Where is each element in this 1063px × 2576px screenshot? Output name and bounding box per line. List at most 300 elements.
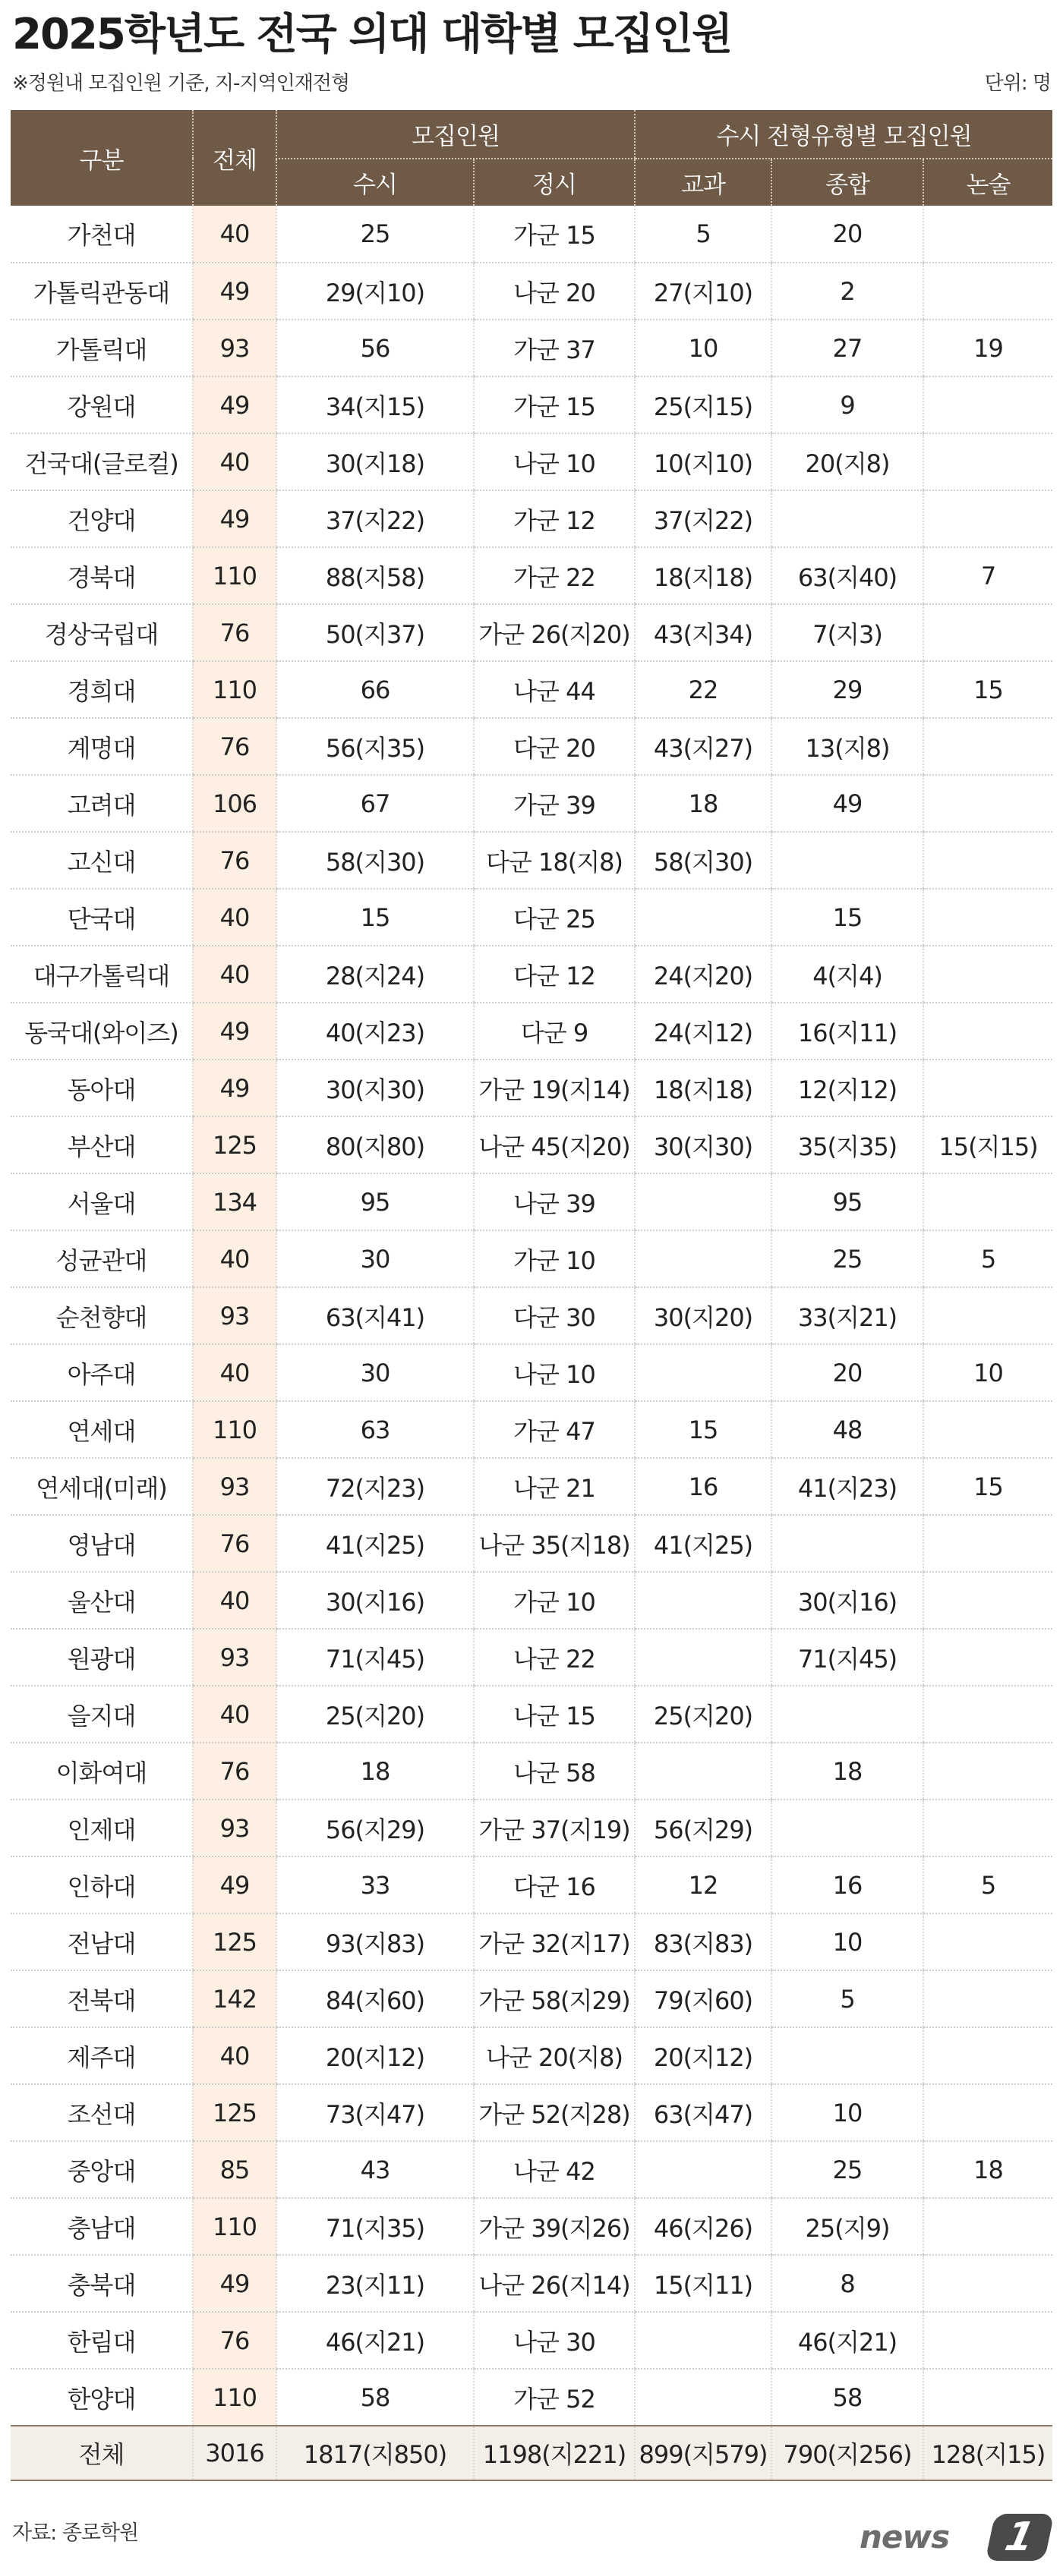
table-row xyxy=(11,718,1052,775)
cell-susi: 95 xyxy=(276,1173,474,1230)
cell-jeongsi: 나군 10 xyxy=(474,433,635,490)
cell-jeongsi: 나군 20 xyxy=(474,263,635,320)
cell-susi: 84(지60) xyxy=(276,1970,474,2027)
cell-total: 40 xyxy=(193,206,276,263)
cell-name: 충남대 xyxy=(11,2198,193,2255)
cell-jonghap: 16(지11) xyxy=(771,1003,923,1060)
cell-nonsul xyxy=(923,832,1052,889)
cell-total: 142 xyxy=(193,1970,276,2027)
cell-jonghap: 48 xyxy=(771,1401,923,1458)
cell-susi: 56 xyxy=(276,320,474,376)
cell-total: 40 xyxy=(193,1686,276,1743)
header-group: 구분 xyxy=(11,110,193,206)
cell-nonsul: 18 xyxy=(923,2141,1052,2198)
cell-total: 49 xyxy=(193,2255,276,2312)
cell-jonghap: 41(지23) xyxy=(771,1458,923,1515)
cell-jeongsi: 가군 32(지17) xyxy=(474,1913,635,1970)
cell-nonsul xyxy=(923,1401,1052,1458)
sum-gyogwa: 899(지579) xyxy=(635,2426,771,2480)
cell-nonsul: 7 xyxy=(923,547,1052,604)
cell-jonghap: 7(지3) xyxy=(771,604,923,661)
cell-total: 40 xyxy=(193,433,276,490)
cell-jonghap xyxy=(771,490,923,547)
table-row xyxy=(11,320,1052,376)
cell-susi: 46(지21) xyxy=(276,2312,474,2369)
table-row xyxy=(11,2084,1052,2141)
table-row xyxy=(11,1800,1052,1856)
cell-total: 85 xyxy=(193,2141,276,2198)
table-row xyxy=(11,1629,1052,1686)
cell-jeongsi: 나군 21 xyxy=(474,1458,635,1515)
cell-jeongsi: 나군 58 xyxy=(474,1743,635,1800)
logo-mark-text: 1 xyxy=(1001,2515,1039,2560)
cell-total: 110 xyxy=(193,661,276,718)
cell-jeongsi: 가군 37(지19) xyxy=(474,1800,635,1856)
cell-nonsul xyxy=(923,1629,1052,1686)
cell-gyogwa: 5 xyxy=(635,206,771,263)
cell-total: 76 xyxy=(193,2312,276,2369)
cell-susi: 58(지30) xyxy=(276,832,474,889)
table-row xyxy=(11,433,1052,490)
cell-total: 93 xyxy=(193,1629,276,1686)
cell-jeongsi: 가군 52 xyxy=(474,2369,635,2426)
cell-nonsul xyxy=(923,1173,1052,1230)
cell-total: 76 xyxy=(193,718,276,775)
cell-gyogwa xyxy=(635,2369,771,2426)
cell-name: 서울대 xyxy=(11,1173,193,1230)
cell-total: 110 xyxy=(193,1401,276,1458)
cell-jeongsi: 다군 18(지8) xyxy=(474,832,635,889)
cell-jeongsi: 가군 47 xyxy=(474,1401,635,1458)
cell-gyogwa: 46(지26) xyxy=(635,2198,771,2255)
cell-jeongsi: 가군 15 xyxy=(474,206,635,263)
cell-gyogwa xyxy=(635,2141,771,2198)
header-jeongsi: 정시 xyxy=(474,159,635,206)
cell-jeongsi: 가군 52(지28) xyxy=(474,2084,635,2141)
cell-jonghap: 25(지9) xyxy=(771,2198,923,2255)
cell-susi: 30(지30) xyxy=(276,1060,474,1116)
cell-name: 동아대 xyxy=(11,1060,193,1116)
cell-name: 한양대 xyxy=(11,2369,193,2426)
cell-jonghap: 12(지12) xyxy=(771,1060,923,1116)
cell-gyogwa: 83(지83) xyxy=(635,1913,771,1970)
cell-jonghap: 30(지16) xyxy=(771,1572,923,1629)
cell-jeongsi: 가군 10 xyxy=(474,1230,635,1287)
cell-name: 경상국립대 xyxy=(11,604,193,661)
cell-total: 40 xyxy=(193,946,276,1003)
cell-gyogwa: 43(지27) xyxy=(635,718,771,775)
cell-susi: 20(지12) xyxy=(276,2027,474,2084)
cell-jonghap xyxy=(771,2027,923,2084)
cell-susi: 18 xyxy=(276,1743,474,1800)
cell-nonsul xyxy=(923,490,1052,547)
table-row xyxy=(11,1572,1052,1629)
cell-total: 49 xyxy=(193,490,276,547)
cell-gyogwa xyxy=(635,1344,771,1401)
cell-name: 가톨릭관동대 xyxy=(11,263,193,320)
cell-susi: 33 xyxy=(276,1856,474,1913)
table-row xyxy=(11,1970,1052,2027)
cell-name: 아주대 xyxy=(11,1344,193,1401)
cell-total: 93 xyxy=(193,1458,276,1515)
cell-total: 40 xyxy=(193,1344,276,1401)
cell-jonghap: 20 xyxy=(771,206,923,263)
cell-name: 이화여대 xyxy=(11,1743,193,1800)
table-header xyxy=(11,110,1052,206)
cell-jonghap xyxy=(771,1515,923,1572)
cell-jeongsi: 다군 16 xyxy=(474,1856,635,1913)
table-row xyxy=(11,2027,1052,2084)
cell-jeongsi: 다군 25 xyxy=(474,889,635,946)
sum-susi: 1817(지850) xyxy=(276,2426,474,2480)
cell-nonsul: 15(지15) xyxy=(923,1116,1052,1173)
cell-nonsul xyxy=(923,206,1052,263)
table-row xyxy=(11,1173,1052,1230)
cell-gyogwa xyxy=(635,889,771,946)
cell-name: 인제대 xyxy=(11,1800,193,1856)
sum-jeongsi: 1198(지221) xyxy=(474,2426,635,2480)
cell-jonghap: 71(지45) xyxy=(771,1629,923,1686)
cell-susi: 50(지37) xyxy=(276,604,474,661)
cell-total: 125 xyxy=(193,1913,276,1970)
cell-nonsul xyxy=(923,1287,1052,1344)
cell-gyogwa: 18(지18) xyxy=(635,547,771,604)
cell-jeongsi: 나군 44 xyxy=(474,661,635,718)
cell-total: 40 xyxy=(193,1572,276,1629)
cell-nonsul xyxy=(923,2255,1052,2312)
cell-nonsul xyxy=(923,433,1052,490)
cell-nonsul xyxy=(923,604,1052,661)
cell-gyogwa: 15(지11) xyxy=(635,2255,771,2312)
cell-name: 경희대 xyxy=(11,661,193,718)
cell-nonsul xyxy=(923,2084,1052,2141)
cell-susi: 71(지35) xyxy=(276,2198,474,2255)
table-row xyxy=(11,263,1052,320)
recruitment-table xyxy=(11,110,1052,2481)
cell-total: 40 xyxy=(193,1230,276,1287)
cell-name: 전남대 xyxy=(11,1913,193,1970)
cell-jonghap: 10 xyxy=(771,1913,923,1970)
logo-wordmark: news xyxy=(860,2518,950,2556)
table-row xyxy=(11,1060,1052,1116)
cell-gyogwa xyxy=(635,2312,771,2369)
cell-jonghap: 2 xyxy=(771,263,923,320)
cell-susi: 34(지15) xyxy=(276,376,474,433)
cell-gyogwa xyxy=(635,1230,771,1287)
table-row xyxy=(11,2255,1052,2312)
cell-jeongsi: 가군 15 xyxy=(474,376,635,433)
cell-nonsul xyxy=(923,1686,1052,1743)
table-row xyxy=(11,604,1052,661)
cell-jeongsi: 나군 26(지14) xyxy=(474,2255,635,2312)
cell-name: 대구가톨릭대 xyxy=(11,946,193,1003)
cell-nonsul xyxy=(923,376,1052,433)
cell-nonsul: 5 xyxy=(923,1856,1052,1913)
cell-nonsul: 15 xyxy=(923,1458,1052,1515)
table-row xyxy=(11,1686,1052,1743)
cell-name: 연세대(미래) xyxy=(11,1458,193,1515)
table-row xyxy=(11,2312,1052,2369)
cell-jonghap: 4(지4) xyxy=(771,946,923,1003)
table-row xyxy=(11,1743,1052,1800)
cell-name: 을지대 xyxy=(11,1686,193,1743)
cell-total: 76 xyxy=(193,1515,276,1572)
cell-name: 계명대 xyxy=(11,718,193,775)
cell-jeongsi: 가군 37 xyxy=(474,320,635,376)
cell-gyogwa: 16 xyxy=(635,1458,771,1515)
cell-name: 건양대 xyxy=(11,490,193,547)
table-row xyxy=(11,2198,1052,2255)
cell-susi: 71(지45) xyxy=(276,1629,474,1686)
cell-jonghap xyxy=(771,832,923,889)
table-row xyxy=(11,832,1052,889)
header-susi: 수시 xyxy=(276,159,474,206)
cell-nonsul xyxy=(923,889,1052,946)
cell-jonghap: 20 xyxy=(771,1344,923,1401)
cell-jonghap: 63(지40) xyxy=(771,547,923,604)
cell-gyogwa: 56(지29) xyxy=(635,1800,771,1856)
header-total: 전체 xyxy=(193,110,276,206)
cell-jonghap: 33(지21) xyxy=(771,1287,923,1344)
cell-total: 106 xyxy=(193,775,276,832)
cell-name: 원광대 xyxy=(11,1629,193,1686)
cell-susi: 80(지80) xyxy=(276,1116,474,1173)
cell-gyogwa: 10(지10) xyxy=(635,433,771,490)
cell-gyogwa: 25(지15) xyxy=(635,376,771,433)
cell-jeongsi: 다군 9 xyxy=(474,1003,635,1060)
table-row xyxy=(11,2141,1052,2198)
cell-jeongsi: 다군 12 xyxy=(474,946,635,1003)
cell-nonsul xyxy=(923,1003,1052,1060)
cell-gyogwa xyxy=(635,1743,771,1800)
table-row xyxy=(11,661,1052,718)
cell-jonghap: 27 xyxy=(771,320,923,376)
cell-nonsul xyxy=(923,946,1052,1003)
cell-gyogwa xyxy=(635,1572,771,1629)
source-credit: 자료: 종로학원 xyxy=(12,2521,139,2545)
header-recruit: 모집인원 xyxy=(276,110,635,159)
cell-gyogwa: 12 xyxy=(635,1856,771,1913)
cell-nonsul xyxy=(923,775,1052,832)
table-row xyxy=(11,1116,1052,1173)
table-row xyxy=(11,490,1052,547)
cell-jonghap: 20(지8) xyxy=(771,433,923,490)
cell-nonsul: 15 xyxy=(923,661,1052,718)
cell-jonghap xyxy=(771,1800,923,1856)
cell-total: 110 xyxy=(193,2369,276,2426)
cell-name: 가천대 xyxy=(11,206,193,263)
cell-gyogwa: 24(지12) xyxy=(635,1003,771,1060)
cell-susi: 88(지58) xyxy=(276,547,474,604)
cell-name: 연세대 xyxy=(11,1401,193,1458)
header-nonsul: 논술 xyxy=(923,159,1052,206)
cell-nonsul xyxy=(923,1515,1052,1572)
cell-gyogwa: 43(지34) xyxy=(635,604,771,661)
cell-jeongsi: 가군 10 xyxy=(474,1572,635,1629)
table-body xyxy=(11,206,1052,2480)
cell-nonsul: 10 xyxy=(923,1344,1052,1401)
table-row xyxy=(11,889,1052,946)
cell-jeongsi: 나군 45(지20) xyxy=(474,1116,635,1173)
sum-name: 전체 xyxy=(11,2426,193,2480)
table-row xyxy=(11,1515,1052,1572)
cell-susi: 25(지20) xyxy=(276,1686,474,1743)
cell-name: 고려대 xyxy=(11,775,193,832)
sum-row xyxy=(11,2426,1052,2480)
cell-susi: 93(지83) xyxy=(276,1913,474,1970)
cell-nonsul xyxy=(923,2312,1052,2369)
cell-gyogwa xyxy=(635,1173,771,1230)
cell-gyogwa xyxy=(635,1629,771,1686)
cell-total: 125 xyxy=(193,1116,276,1173)
page-title: 2025학년도 전국 의대 대학별 모집인원 xyxy=(12,10,732,59)
cell-total: 93 xyxy=(193,1287,276,1344)
cell-susi: 28(지24) xyxy=(276,946,474,1003)
cell-susi: 30 xyxy=(276,1344,474,1401)
cell-nonsul xyxy=(923,1060,1052,1116)
cell-gyogwa: 63(지47) xyxy=(635,2084,771,2141)
cell-susi: 40(지23) xyxy=(276,1003,474,1060)
cell-gyogwa: 79(지60) xyxy=(635,1970,771,2027)
cell-jonghap: 35(지35) xyxy=(771,1116,923,1173)
cell-susi: 37(지22) xyxy=(276,490,474,547)
cell-susi: 30 xyxy=(276,1230,474,1287)
cell-susi: 30(지18) xyxy=(276,433,474,490)
cell-jonghap: 10 xyxy=(771,2084,923,2141)
cell-jonghap: 13(지8) xyxy=(771,718,923,775)
logo-mark xyxy=(985,2514,1054,2561)
cell-gyogwa: 18(지18) xyxy=(635,1060,771,1116)
criteria-note: ※정원내 모집인원 기준, 지-지역인재전형 xyxy=(12,72,350,95)
cell-susi: 73(지47) xyxy=(276,2084,474,2141)
table-row xyxy=(11,1003,1052,1060)
cell-susi: 41(지25) xyxy=(276,1515,474,1572)
cell-susi: 63 xyxy=(276,1401,474,1458)
cell-nonsul xyxy=(923,718,1052,775)
unit-label: 단위: 명 xyxy=(984,72,1051,95)
cell-name: 제주대 xyxy=(11,2027,193,2084)
cell-jonghap: 9 xyxy=(771,376,923,433)
cell-total: 110 xyxy=(193,547,276,604)
cell-name: 영남대 xyxy=(11,1515,193,1572)
cell-total: 125 xyxy=(193,2084,276,2141)
cell-name: 성균관대 xyxy=(11,1230,193,1287)
cell-gyogwa: 37(지22) xyxy=(635,490,771,547)
cell-jeongsi: 가군 39(지26) xyxy=(474,2198,635,2255)
cell-nonsul xyxy=(923,2027,1052,2084)
cell-gyogwa: 22 xyxy=(635,661,771,718)
table-row xyxy=(11,376,1052,433)
cell-susi: 66 xyxy=(276,661,474,718)
sum-nonsul: 128(지15) xyxy=(923,2426,1052,2480)
cell-susi: 67 xyxy=(276,775,474,832)
cell-jonghap: 15 xyxy=(771,889,923,946)
cell-nonsul xyxy=(923,1913,1052,1970)
cell-gyogwa: 58(지30) xyxy=(635,832,771,889)
cell-jeongsi: 나군 42 xyxy=(474,2141,635,2198)
cell-jeongsi: 가군 19(지14) xyxy=(474,1060,635,1116)
cell-jeongsi: 나군 10 xyxy=(474,1344,635,1401)
cell-name: 인하대 xyxy=(11,1856,193,1913)
table-row xyxy=(11,206,1052,263)
cell-name: 충북대 xyxy=(11,2255,193,2312)
cell-gyogwa: 20(지12) xyxy=(635,2027,771,2084)
cell-name: 경북대 xyxy=(11,547,193,604)
table-row xyxy=(11,946,1052,1003)
cell-gyogwa: 41(지25) xyxy=(635,1515,771,1572)
cell-gyogwa: 25(지20) xyxy=(635,1686,771,1743)
table-row xyxy=(11,2369,1052,2426)
table-row xyxy=(11,1401,1052,1458)
cell-name: 가톨릭대 xyxy=(11,320,193,376)
cell-jeongsi: 나군 15 xyxy=(474,1686,635,1743)
cell-susi: 25 xyxy=(276,206,474,263)
cell-nonsul xyxy=(923,2369,1052,2426)
cell-jeongsi: 가군 39 xyxy=(474,775,635,832)
cell-total: 49 xyxy=(193,1060,276,1116)
cell-susi: 23(지11) xyxy=(276,2255,474,2312)
header-jonghap: 종합 xyxy=(771,159,923,206)
cell-total: 93 xyxy=(193,320,276,376)
cell-total: 49 xyxy=(193,263,276,320)
header-gyogwa: 교과 xyxy=(635,159,771,206)
cell-total: 49 xyxy=(193,376,276,433)
cell-jonghap: 49 xyxy=(771,775,923,832)
cell-total: 93 xyxy=(193,1800,276,1856)
cell-jeongsi: 나군 20(지8) xyxy=(474,2027,635,2084)
cell-name: 고신대 xyxy=(11,832,193,889)
cell-jeongsi: 나군 22 xyxy=(474,1629,635,1686)
table-row xyxy=(11,1458,1052,1515)
cell-susi: 29(지10) xyxy=(276,263,474,320)
cell-gyogwa: 18 xyxy=(635,775,771,832)
cell-nonsul xyxy=(923,1743,1052,1800)
cell-name: 동국대(와이즈) xyxy=(11,1003,193,1060)
cell-nonsul xyxy=(923,2198,1052,2255)
cell-gyogwa: 30(지30) xyxy=(635,1116,771,1173)
cell-name: 부산대 xyxy=(11,1116,193,1173)
cell-susi: 30(지16) xyxy=(276,1572,474,1629)
cell-susi: 15 xyxy=(276,889,474,946)
cell-jeongsi: 다군 20 xyxy=(474,718,635,775)
cell-gyogwa: 24(지20) xyxy=(635,946,771,1003)
cell-jonghap xyxy=(771,1686,923,1743)
cell-total: 134 xyxy=(193,1173,276,1230)
cell-name: 건국대(글로컬) xyxy=(11,433,193,490)
cell-susi: 56(지29) xyxy=(276,1800,474,1856)
sum-total: 3016 xyxy=(193,2426,276,2480)
table-row xyxy=(11,775,1052,832)
sum-jonghap: 790(지256) xyxy=(771,2426,923,2480)
cell-name: 울산대 xyxy=(11,1572,193,1629)
news1-logo xyxy=(860,2514,1049,2562)
cell-name: 전북대 xyxy=(11,1970,193,2027)
cell-jonghap: 29 xyxy=(771,661,923,718)
cell-susi: 56(지35) xyxy=(276,718,474,775)
table-row xyxy=(11,1856,1052,1913)
cell-jonghap: 5 xyxy=(771,1970,923,2027)
cell-total: 76 xyxy=(193,1743,276,1800)
cell-jeongsi: 나군 35(지18) xyxy=(474,1515,635,1572)
table-row xyxy=(11,1913,1052,1970)
cell-jeongsi: 가군 58(지29) xyxy=(474,1970,635,2027)
cell-nonsul: 19 xyxy=(923,320,1052,376)
table-row xyxy=(11,1287,1052,1344)
table-row xyxy=(11,547,1052,604)
cell-gyogwa: 30(지20) xyxy=(635,1287,771,1344)
cell-jeongsi: 가군 26(지20) xyxy=(474,604,635,661)
cell-jeongsi: 나군 30 xyxy=(474,2312,635,2369)
